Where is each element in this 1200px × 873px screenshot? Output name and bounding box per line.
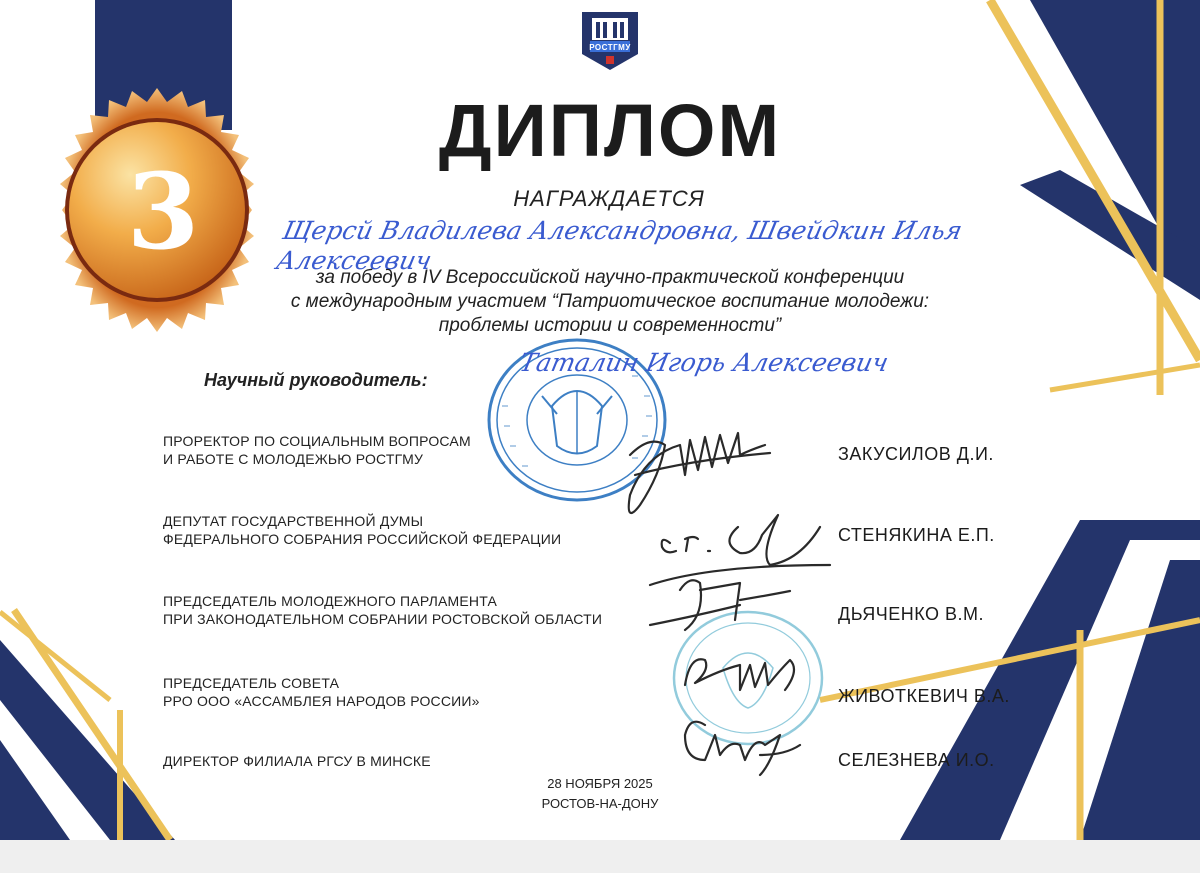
signatory-name: ДЬЯЧЕНКО В.М. <box>838 604 984 624</box>
signatory-name: ЗАКУСИЛОВ Д.И. <box>838 444 994 464</box>
university-logo <box>578 10 642 72</box>
role-line: ПРЕДСЕДАТЕЛЬ СОВЕТА <box>163 675 340 691</box>
signatory-role <box>163 432 471 468</box>
awarded-label: НАГРАЖДАЕТСЯ <box>513 186 705 211</box>
role-line: ФЕДЕРАЛЬНОГО СОБРАНИЯ РОССИЙСКОЙ ФЕДЕРАЦИИ <box>163 531 562 547</box>
signatory-name: СЕЛЕЗНЕВА И.О. <box>838 750 995 770</box>
signatory-role <box>163 674 480 710</box>
signatory-role <box>163 592 602 628</box>
role-line: ДИРЕКТОР ФИЛИАЛА РГСУ В МИНСКЕ <box>163 753 431 769</box>
signatures <box>590 415 850 785</box>
role-line: ПРЕДСЕДАТЕЛЬ МОЛОДЕЖНОГО ПАРЛАМЕНТА <box>163 593 498 609</box>
signatory-name: ЖИВОТКЕВИЧ В.А. <box>838 686 1010 706</box>
achievement-text <box>250 266 970 338</box>
achievement-line: за победу в IV Всероссийской научно-практической конференции <box>315 267 905 288</box>
role-line: ПРОРЕКТОР ПО СОЦИАЛЬНЫМ ВОПРОСАМ <box>163 433 471 449</box>
signatory-name: СТЕНЯКИНА Е.П. <box>838 525 995 545</box>
place-numeral: 3 <box>126 150 200 273</box>
diploma-city: РОСТОВ-НА-ДОНУ <box>541 796 659 811</box>
role-line: ПРИ ЗАКОНОДАТЕЛЬНОМ СОБРАНИИ РОСТОВСКОЙ ОБЛАСТИ <box>163 611 603 627</box>
role-line: ДЕПУТАТ ГОСУДАРСТВЕННОЙ ДУМЫ <box>163 513 424 529</box>
students-names-handwritten: Щерсй Владилева Александровна, Швейдкин Илья Алексеевич <box>273 216 965 275</box>
role-line: РРО ООО «АССАМБЛЕЯ НАРОДОВ РОССИИ» <box>163 693 480 709</box>
diploma-date: 28 НОЯБРЯ 2025 <box>547 776 653 791</box>
supervisor-name-handwritten: Таталин Игорь Алексеевич <box>516 348 892 377</box>
achievement-line: проблемы истории и современности” <box>438 315 782 336</box>
supervisor-label: Научный руководитель: <box>204 370 428 390</box>
logo-text: РОСТГМУ <box>589 43 631 52</box>
diploma-title: ДИПЛОМ <box>438 89 782 172</box>
signatory-role <box>163 752 431 770</box>
role-line: И РАБОТЕ С МОЛОДЕЖЬЮ РОСТГМУ <box>163 451 424 467</box>
scan-margin <box>0 840 1200 873</box>
signatory-role <box>163 512 561 548</box>
achievement-line: с международным участием “Патриотическое воспитание молодежи: <box>290 291 930 312</box>
